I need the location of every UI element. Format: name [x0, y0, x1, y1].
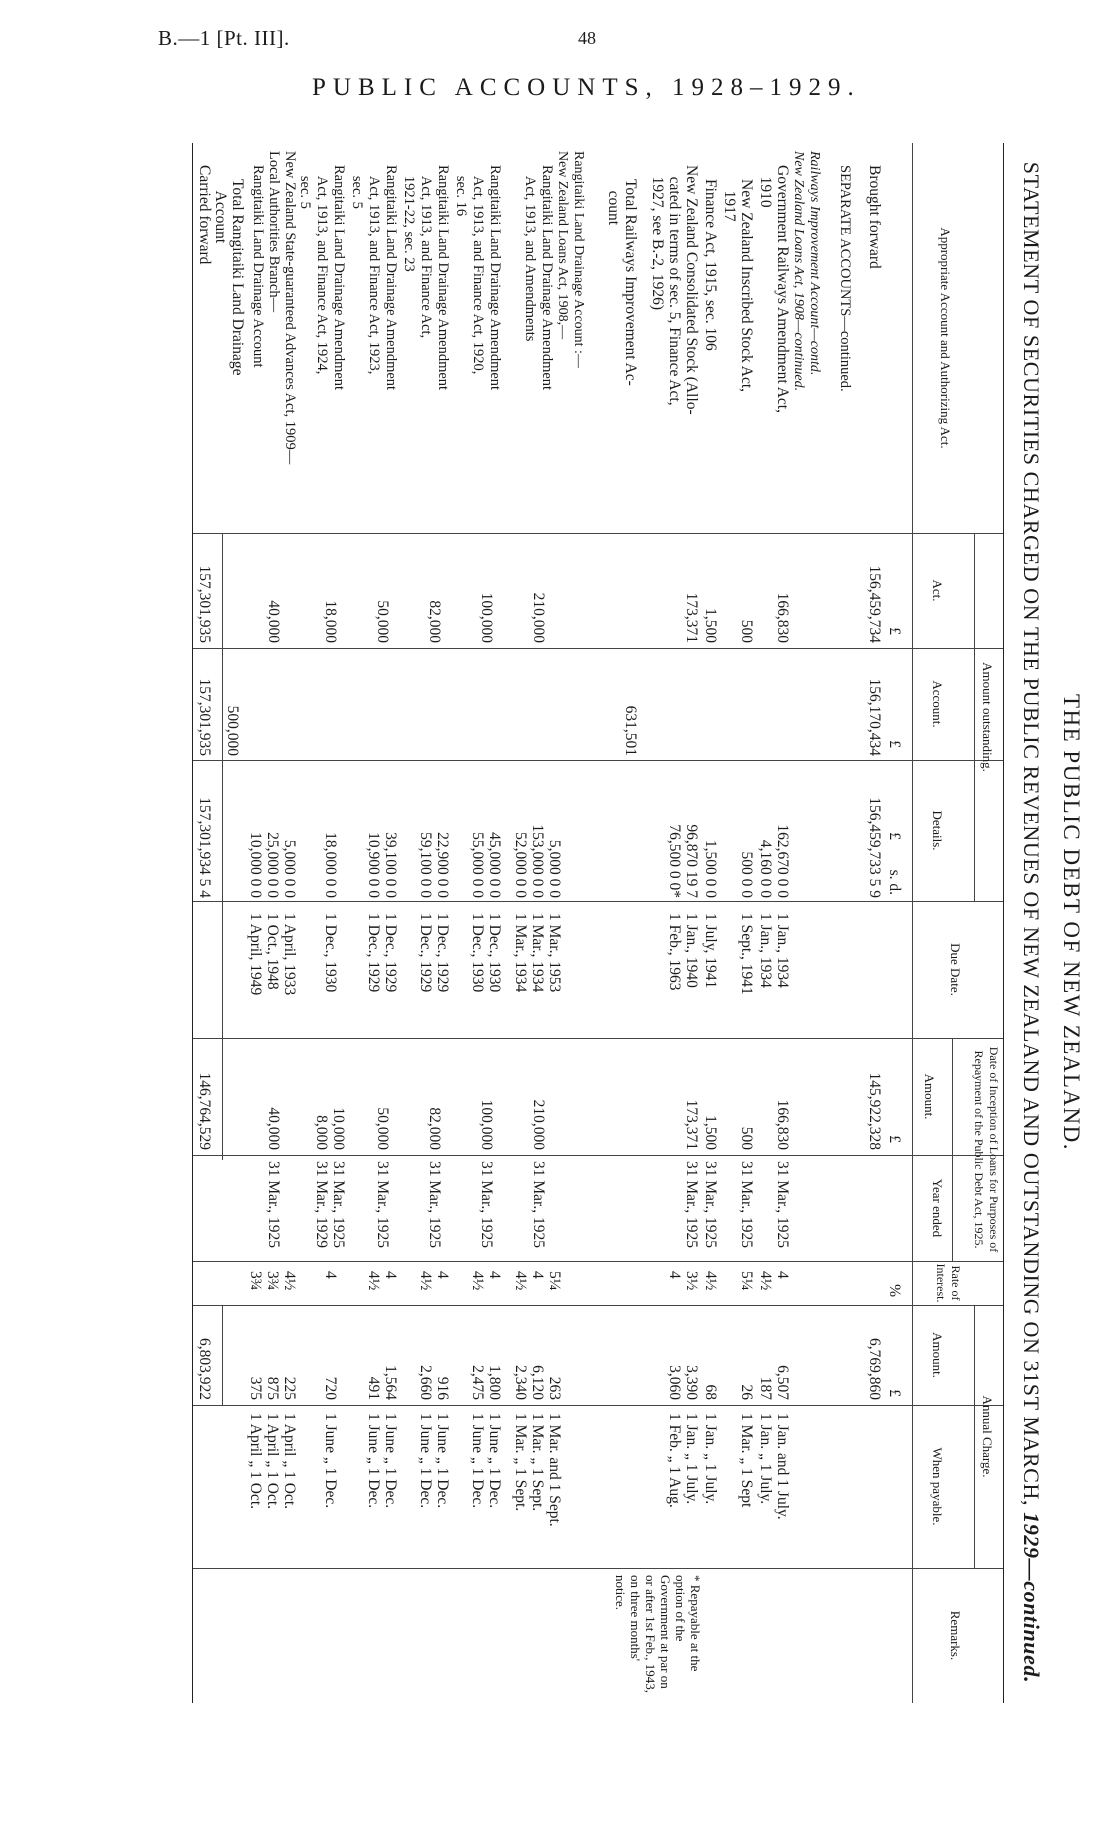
rangitaiki-item-label: Rangitaiki Land Drainage Amendment Act, 1913, and Finance Act, 1924, sec. 5	[297, 165, 347, 391]
rangitaiki-item-label: New Zealand State-guaranteed Advances Act, 1909—	[282, 151, 298, 465]
railways-item-label: New Zealand Inscribed Stock Act, 1917	[721, 179, 755, 393]
railways-item-label: New Zealand Consolidated Stock (Allo- cated in terms of sec. 5, Finance Act, 1927, see B.-2, 1926)	[649, 165, 700, 415]
bf-account: 156,170,434	[866, 678, 883, 756]
cf-annual-amount: 6,803,922	[196, 1338, 213, 1400]
debt-statement-table: Appropriate Account and Authorizing Act. Amount outstanding. Act. Account. Details. Due Date. Date of Inception of Loans for Purposes of Repayment of the Public Debt Act, 1925. Amount. Year ended Rate of Interest. Annual Charge. Amount. When payable. Remarks. £ £ £ s. d. £ % £ Brought forward 156,459,734 156,170,434 156,459,733 5 9 145,922,328 6,769,860 SEPARATE ACCOUNTS—continued. Railways Improvement Account—contd. New Zealand Loans Act, 1908—continued. Government Railways Amendment Act, 1910 166,830 162,670 0 0 4,160 0 0 1 Jan., 1934 1 Jan., 1934 166,830 31 Mar., 1925 4 4½ 6,507 187 1 Jan. and 1 July. 1 Jan. „ 1 July. New Zealand Inscribed Stock Act, 1917 500 500 0 0 1 Sept., 1941 500 31 Mar., 1925 5¼ 26 1 Mar. „ 1 Sept Finance Act, 1915, sec. 106 1,500 1,500 0 0 1 July, 1941 1,500 31 Mar., 1925 4½ 68 1 Jan. „ 1 July. New Zealand Consolidated Stock (Allo- cated in terms of sec. 5, Finance Act, 1927, see B.-2, 1926) 173,371 96,870 19 7 76,500 0 0* 1 Jan., 1940 1 Feb., 1963 173,371 31 Mar., 1925 3½ 4 3,390 3,060 1 Jan. „ 1 July. 1 Feb. „ 1 Aug. Total Railways Improvement Ac- count 631,501 Rangitaiki Land Drainage Account :— New Zealand Loans Act, 1908,— Rangitaiki Land Drainage Amendment Act, 1913, and Amendments 210,000 5,000 0 0 153,000 0 0 52,000 0 0 1 Mar., 1953 1 Mar., 1934 1 Mar., 1934 210,000 31 Mar., 1925 5¼ 4 4½ 263 6,120 2,340 1 Mar. and 1 Sept. 1 Mar. „ 1 Sept. 1 Mar. „ 1 Sept. Rangitaiki Land Drainage Amendment Act, 1913, and Finance Act, 1920, sec. 16 100,000 45,000 0 0 55,000 0 0 1 Dec., 1930 1 Dec., 1930 100,000 31 Mar., 1925 4 4½ 1,800 2,475 1 June „ 1 Dec. 1 June „ 1 Dec. Rangitaiki Land Drainage Amendment Act, 1913, and Finance Act, 1921-22, sec. 23 82,000 22,900 0 0 59,100 0 0 1 Dec., 1929 1 Dec., 1929 82,000 31 Mar., 1925 4 4½ 916 2,660 1 June „ 1 Dec. 1 June „ 1 Dec. Rangitaiki Land Drainage Amendment Act, 1913, and Finance Act, 1923, sec. 5 50,000 39,100 0 0 10,900 0 0 1 Dec., 1929 1 Dec., 1929 50,000 31 Mar., 1925 4 4½ 1,564 491 1 June „ 1 Dec. 1 June „ 1 Dec. Rangitaiki Land Drainage Amendment Act, 1913, and Finance Act, 1924, sec. 5 18,000 18,000 0 0 1 Dec., 1930 10,000 8,000 31 Mar., 1925 31 Mar., 1929 4 720 1 June „ 1 Dec. New Zealand State-guaranteed Advances Act, 1909— Local Authorities Branch— Rangitaiki Land Drainage Account 40,000 5,000 0 0 25,000 0 0 10,000 0 0 1 April, 1933 1 Oct., 1948 1 April, 1949 40,000 31 Mar., 1925 4½ 3¾ 3¾ 225 875 375 1 April „ 1 Oct. 1 April „ 1 Oct. 1 April „ 1 Oct. Total Rangitaiki Land Drainage Account 500,000 Carried forward 157,301,935 157,301,935 157,301,934 5 4 146,764,529 6,803,922 * Repayable at the option of the Government at par on or after 1st Feb., 1943, on three months' notice.	[192, 143, 1004, 1703]
railways-item-label: Finance Act, 1915, sec. 106	[702, 179, 719, 351]
page-number: 48	[578, 28, 596, 48]
carried-forward-label: Carried forward	[196, 165, 213, 265]
document-reference: B.—1 [Pt. III].	[158, 26, 290, 50]
bf-inc-amount: 145,922,328	[866, 1072, 883, 1150]
rangitaiki-sub: New Zealand Loans Act, 1908,—	[555, 151, 570, 340]
header-details: Details.	[930, 810, 945, 851]
header-when-payable: When payable.	[930, 1447, 945, 1526]
header-inception-amount: Amount.	[922, 1073, 937, 1120]
rangitaiki-heading: Rangitaiki Land Drainage Account :—	[571, 151, 586, 368]
cf-act: 157,301,935	[196, 565, 213, 643]
railways-heading: Railways Improvement Account—contd.	[807, 151, 822, 376]
railways-item-label: Government Railways Amendment Act, 1910	[757, 165, 791, 413]
rangitaiki-total: 500,000	[224, 705, 241, 756]
header-inception: Date of Inception of Loans for Purposes of Repayment of the Public Debt Act, 1925.	[972, 1046, 1001, 1253]
header-account-col: Account.	[930, 680, 945, 728]
header-charge-amount: Amount.	[930, 1332, 945, 1378]
header-amount-outstanding: Amount outstanding.	[980, 662, 995, 772]
railways-total: 631,501	[622, 705, 639, 756]
header-remarks: Remarks.	[948, 1610, 963, 1661]
rangitaiki-item-label: Rangitaiki Land Drainage Amendment Act, 1913, and Finance Act, 1921-22, sec. 23	[401, 165, 451, 391]
rangitaiki-item-label-2: Local Authorities Branch—	[266, 151, 282, 313]
bf-details: 156,459,733 5 9	[866, 797, 883, 898]
separate-accounts-label: SEPARATE ACCOUNTS—continued.	[837, 165, 853, 392]
bf-act: 156,459,734	[866, 565, 883, 643]
rangitaiki-item-label: Rangitaiki Land Drainage Amendment Act, 1913, and Finance Act, 1920, sec. 16	[453, 165, 503, 391]
header-act: Act.	[930, 579, 945, 602]
header-annual-charge: Annual Charge.	[980, 1395, 995, 1478]
rangitaiki-item-label: Rangitaiki Land Drainage Amendment Act, 1913, and Amendments	[522, 165, 555, 391]
sub-title-year: 1929—continued.	[1019, 1512, 1044, 1684]
rotated-table-page	[174, 125, 1114, 1720]
header-due-date: Due Date.	[948, 943, 963, 996]
rangitaiki-item-label: Rangitaiki Land Drainage Amendment Act, 1913, and Finance Act, 1923, sec. 5	[349, 165, 399, 391]
running-title: PUBLIC ACCOUNTS, 1928–1929.	[312, 74, 861, 101]
brought-forward-label: Brought forward	[866, 165, 883, 269]
railways-sub: New Zealand Loans Act, 1908—continued.	[791, 151, 806, 392]
remarks-note: * Repayable at the option of the Government at par on or after 1st Feb., 1943, on three months' notice.	[613, 1575, 703, 1694]
cf-inc-amount: 146,764,529	[196, 1072, 213, 1150]
bf-annual-amount: 6,769,860	[866, 1338, 883, 1400]
railways-total-label: Total Railways Improvement Ac- count	[605, 179, 639, 386]
rangitaiki-item-label-3: Rangitaiki Land Drainage Account	[250, 165, 266, 368]
header-account: Appropriate Account and Authorizing Act.	[938, 227, 953, 449]
header-year-ended: Year ended	[930, 1178, 945, 1238]
cf-account: 157,301,935	[196, 678, 213, 756]
rangitaiki-total-label: Total Rangitaiki Land Drainage Account	[212, 179, 246, 376]
cf-details: 157,301,934 5 4	[196, 797, 213, 898]
header-rate: Rate of Interest.	[934, 1263, 963, 1303]
main-title: THE PUBLIC DEBT OF NEW ZEALAND.	[1059, 693, 1084, 1152]
sub-title: STATEMENT OF SECURITIES CHARGED ON THE PUBLIC REVENUES OF NEW ZEALAND AND OUTSTANDING ON 31ST MARCH, 1929—continued.	[1019, 161, 1044, 1684]
